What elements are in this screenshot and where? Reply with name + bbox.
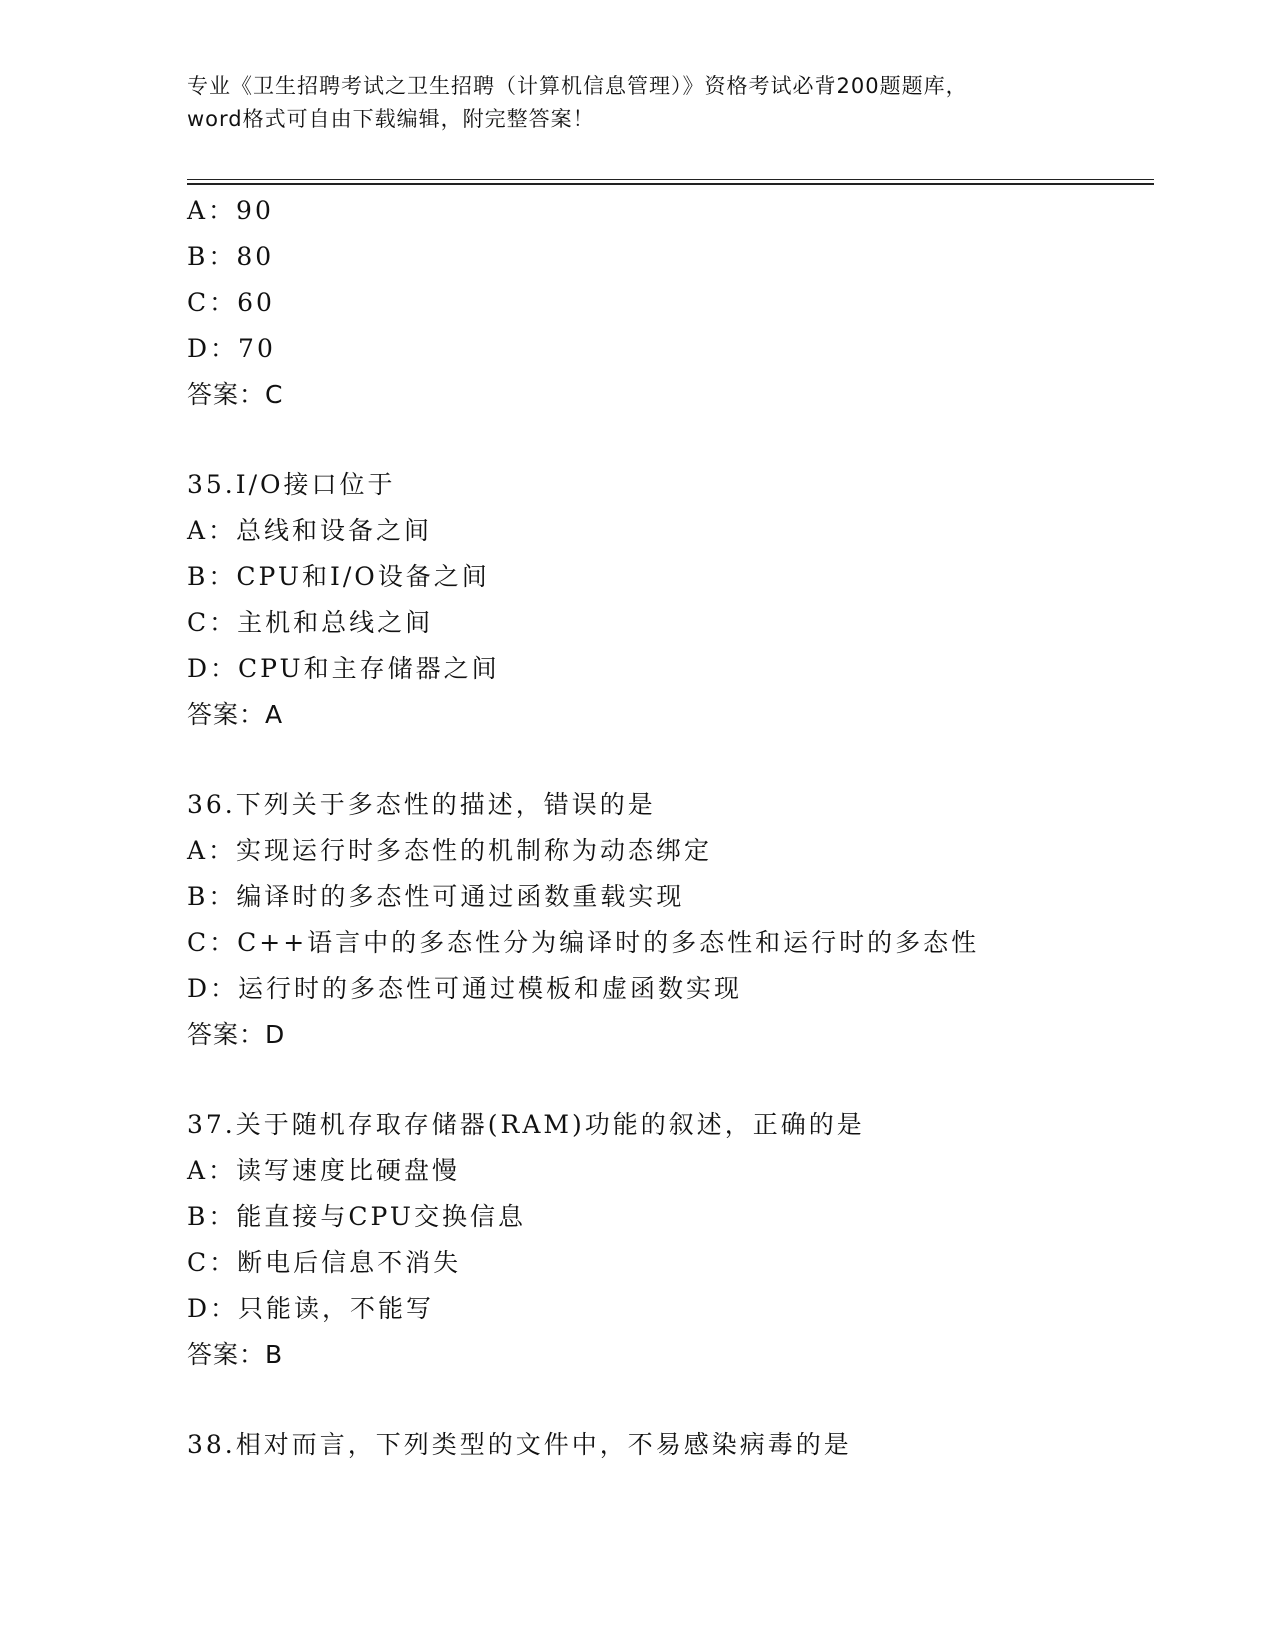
answer-line: 答案：A bbox=[187, 700, 284, 729]
question-38 bbox=[187, 1422, 1187, 1468]
question-stem: 38.相对而言，下列类型的文件中，不易感染病毒的是 bbox=[187, 1430, 852, 1459]
question-36 bbox=[187, 782, 1187, 1058]
question-list bbox=[187, 188, 1187, 1468]
option-a: A：实现运行时多态性的机制称为动态绑定 bbox=[187, 836, 713, 865]
option-c: C：C++语言中的多态性分为编译时的多态性和运行时的多态性 bbox=[187, 928, 980, 957]
answer-line: 答案：C bbox=[187, 380, 284, 409]
option-a: A：90 bbox=[187, 196, 274, 225]
question-stem: 36.下列关于多态性的描述，错误的是 bbox=[187, 790, 656, 819]
option-d: D：CPU和主存储器之间 bbox=[187, 654, 500, 683]
option-d: D：只能读，不能写 bbox=[187, 1294, 435, 1323]
question-stem: 37.关于随机存取存储器(RAM)功能的叙述，正确的是 bbox=[187, 1110, 865, 1139]
option-b: B：编译时的多态性可通过函数重载实现 bbox=[187, 882, 685, 911]
option-c: C：60 bbox=[187, 288, 275, 317]
question-37 bbox=[187, 1102, 1187, 1378]
header-rule-thin bbox=[187, 179, 1154, 180]
answer-line: 答案：B bbox=[187, 1340, 284, 1369]
document-header bbox=[187, 70, 1087, 136]
header-rule-thick bbox=[187, 183, 1154, 185]
answer-line: 答案：D bbox=[187, 1020, 286, 1049]
option-b: B：CPU和I/O设备之间 bbox=[187, 562, 490, 591]
option-d: D：70 bbox=[187, 334, 276, 363]
option-b: B：能直接与CPU交换信息 bbox=[187, 1202, 526, 1231]
option-a: A：总线和设备之间 bbox=[187, 516, 433, 545]
header-line-2: word格式可自由下载编辑，附完整答案！ bbox=[187, 107, 595, 131]
option-a: A：读写速度比硬盘慢 bbox=[187, 1156, 461, 1185]
option-c: C：主机和总线之间 bbox=[187, 608, 434, 637]
question-35 bbox=[187, 462, 1187, 738]
question-stem: 35.I/O接口位于 bbox=[187, 470, 396, 499]
option-b: B：80 bbox=[187, 242, 275, 271]
header-line-1: 专业《卫生招聘考试之卫生招聘（计算机信息管理）》资格考试必背200题题库， bbox=[187, 74, 968, 98]
option-c: C：断电后信息不消失 bbox=[187, 1248, 462, 1277]
question-34-continued bbox=[187, 188, 1187, 418]
option-d: D：运行时的多态性可通过模板和虚函数实现 bbox=[187, 974, 743, 1003]
